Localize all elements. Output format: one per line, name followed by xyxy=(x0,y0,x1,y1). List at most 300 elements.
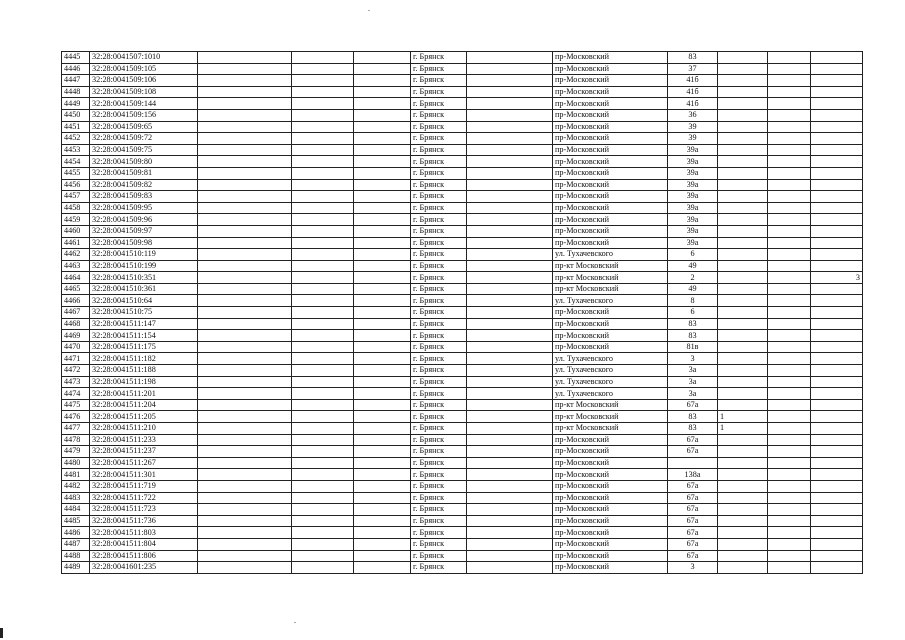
col-3-cell xyxy=(198,225,292,237)
cadastral-number-cell: 32:28:0041510:119 xyxy=(90,249,198,261)
col-7-cell xyxy=(467,202,553,214)
row-number-cell: 4478 xyxy=(62,434,90,446)
col-5-cell xyxy=(354,446,411,458)
col-3-cell xyxy=(198,179,292,191)
col-4-cell xyxy=(292,179,354,191)
col-4-cell xyxy=(292,272,354,284)
row-number-cell: 4447 xyxy=(62,75,90,87)
col-7-cell xyxy=(467,121,553,133)
row-number-cell: 4464 xyxy=(62,272,90,284)
building-cell xyxy=(718,167,768,179)
col-5-cell xyxy=(354,341,411,353)
house-cell: 67а xyxy=(668,434,718,446)
col-12-cell xyxy=(811,109,863,121)
street-cell: пр-Московский xyxy=(553,63,668,75)
col-11-cell xyxy=(768,388,811,400)
table-row xyxy=(62,237,863,249)
street-cell: пр-Московский xyxy=(553,179,668,191)
house-cell: 41б xyxy=(668,98,718,110)
city-cell: г. Брянск xyxy=(411,283,467,295)
street-cell: ул. Тухачевского xyxy=(553,376,668,388)
table-row xyxy=(62,156,863,168)
city-cell: г. Брянск xyxy=(411,376,467,388)
col-11-cell xyxy=(768,63,811,75)
col-11-cell xyxy=(768,469,811,481)
table-row xyxy=(62,480,863,492)
col-5-cell xyxy=(354,411,411,423)
table-row xyxy=(62,307,863,319)
cadastral-number-cell: 32:28:0041511:175 xyxy=(90,341,198,353)
col-12-cell xyxy=(811,295,863,307)
col-11-cell xyxy=(768,272,811,284)
col-11-cell xyxy=(768,191,811,203)
col-3-cell xyxy=(198,492,292,504)
col-3-cell xyxy=(198,538,292,550)
col-7-cell xyxy=(467,98,553,110)
table-row xyxy=(62,167,863,179)
col-4-cell xyxy=(292,167,354,179)
building-cell xyxy=(718,318,768,330)
table-row xyxy=(62,86,863,98)
row-number-cell: 4479 xyxy=(62,446,90,458)
cadastral-number-cell: 32:28:0041509:83 xyxy=(90,191,198,203)
cadastral-number-cell: 32:28:0041509:105 xyxy=(90,63,198,75)
city-cell: г. Брянск xyxy=(411,492,467,504)
cadastral-number-cell: 32:28:0041511:188 xyxy=(90,365,198,377)
table-row xyxy=(62,121,863,133)
house-cell: 67а xyxy=(668,504,718,516)
table-row xyxy=(62,411,863,423)
cadastral-table xyxy=(61,51,863,574)
col-7-cell xyxy=(467,504,553,516)
col-4-cell xyxy=(292,260,354,272)
city-cell: г. Брянск xyxy=(411,527,467,539)
col-3-cell xyxy=(198,330,292,342)
col-7-cell xyxy=(467,237,553,249)
col-7-cell xyxy=(467,399,553,411)
col-3-cell xyxy=(198,504,292,516)
building-cell xyxy=(718,515,768,527)
col-4-cell xyxy=(292,504,354,516)
col-12-cell xyxy=(811,341,863,353)
col-12-cell xyxy=(811,249,863,261)
col-11-cell xyxy=(768,283,811,295)
col-3-cell xyxy=(198,318,292,330)
street-cell: пр-Московский xyxy=(553,492,668,504)
col-4-cell xyxy=(292,191,354,203)
building-cell xyxy=(718,504,768,516)
col-4-cell xyxy=(292,423,354,435)
street-cell: пр-кт Московский xyxy=(553,411,668,423)
col-7-cell xyxy=(467,388,553,400)
col-3-cell xyxy=(198,86,292,98)
col-7-cell xyxy=(467,283,553,295)
col-5-cell xyxy=(354,504,411,516)
col-3-cell xyxy=(198,144,292,156)
col-5-cell xyxy=(354,492,411,504)
table-row xyxy=(62,492,863,504)
col-11-cell xyxy=(768,353,811,365)
col-12-cell xyxy=(811,492,863,504)
table-row xyxy=(62,434,863,446)
row-number-cell: 4475 xyxy=(62,399,90,411)
city-cell: г. Брянск xyxy=(411,191,467,203)
col-5-cell xyxy=(354,527,411,539)
building-cell xyxy=(718,527,768,539)
house-cell: 41б xyxy=(668,75,718,87)
city-cell: г. Брянск xyxy=(411,446,467,458)
city-cell: г. Брянск xyxy=(411,202,467,214)
city-cell: г. Брянск xyxy=(411,504,467,516)
street-cell: пр-Московский xyxy=(553,121,668,133)
col-7-cell xyxy=(467,527,553,539)
table-row xyxy=(62,272,863,284)
col-7-cell xyxy=(467,109,553,121)
col-7-cell xyxy=(467,353,553,365)
street-cell: пр-Московский xyxy=(553,86,668,98)
table-row xyxy=(62,52,863,64)
row-number-cell: 4456 xyxy=(62,179,90,191)
city-cell: г. Брянск xyxy=(411,469,467,481)
house-cell: 39а xyxy=(668,144,718,156)
col-4-cell xyxy=(292,318,354,330)
col-11-cell xyxy=(768,86,811,98)
col-11-cell xyxy=(768,52,811,64)
col-4-cell xyxy=(292,353,354,365)
house-cell: 3 xyxy=(668,562,718,574)
house-cell: 6 xyxy=(668,307,718,319)
cadastral-number-cell: 32:28:0041511:198 xyxy=(90,376,198,388)
col-3-cell xyxy=(198,446,292,458)
col-4-cell xyxy=(292,283,354,295)
city-cell: г. Брянск xyxy=(411,63,467,75)
street-cell: ул. Тухачевского xyxy=(553,353,668,365)
table-row xyxy=(62,446,863,458)
table-row xyxy=(62,249,863,261)
col-7-cell xyxy=(467,318,553,330)
col-12-cell: 3 xyxy=(811,272,863,284)
col-4-cell xyxy=(292,388,354,400)
street-cell: пр-Московский xyxy=(553,202,668,214)
col-7-cell xyxy=(467,86,553,98)
city-cell: г. Брянск xyxy=(411,133,467,145)
city-cell: г. Брянск xyxy=(411,98,467,110)
col-4-cell xyxy=(292,492,354,504)
building-cell xyxy=(718,75,768,87)
building-cell xyxy=(718,307,768,319)
street-cell: пр-Московский xyxy=(553,527,668,539)
col-3-cell xyxy=(198,457,292,469)
col-5-cell xyxy=(354,133,411,145)
col-3-cell xyxy=(198,121,292,133)
house-cell: 39а xyxy=(668,167,718,179)
scan-dot xyxy=(294,622,296,623)
city-cell: г. Брянск xyxy=(411,480,467,492)
building-cell: 1 xyxy=(718,411,768,423)
building-cell xyxy=(718,376,768,388)
city-cell: г. Брянск xyxy=(411,295,467,307)
house-cell: 36 xyxy=(668,109,718,121)
table-row xyxy=(62,562,863,574)
col-11-cell xyxy=(768,411,811,423)
table-row xyxy=(62,515,863,527)
col-4-cell xyxy=(292,365,354,377)
street-cell: пр-Московский xyxy=(553,191,668,203)
col-12-cell xyxy=(811,527,863,539)
house-cell: 3а xyxy=(668,388,718,400)
row-number-cell: 4467 xyxy=(62,307,90,319)
row-number-cell: 4471 xyxy=(62,353,90,365)
col-4-cell xyxy=(292,249,354,261)
col-5-cell xyxy=(354,52,411,64)
house-cell: 67а xyxy=(668,538,718,550)
col-3-cell xyxy=(198,388,292,400)
cadastral-number-cell: 32:28:0041507:1010 xyxy=(90,52,198,64)
col-11-cell xyxy=(768,318,811,330)
house-cell: 39а xyxy=(668,237,718,249)
street-cell: ул. Тухачевского xyxy=(553,365,668,377)
house-cell: 39а xyxy=(668,225,718,237)
col-4-cell xyxy=(292,237,354,249)
street-cell: пр-Московский xyxy=(553,341,668,353)
col-11-cell xyxy=(768,144,811,156)
col-3-cell xyxy=(198,469,292,481)
city-cell: г. Брянск xyxy=(411,272,467,284)
col-4-cell xyxy=(292,411,354,423)
table-row xyxy=(62,388,863,400)
street-cell: пр-Московский xyxy=(553,307,668,319)
table-row xyxy=(62,399,863,411)
city-cell: г. Брянск xyxy=(411,260,467,272)
col-5-cell xyxy=(354,457,411,469)
building-cell xyxy=(718,399,768,411)
house-cell: 39 xyxy=(668,133,718,145)
city-cell: г. Брянск xyxy=(411,75,467,87)
col-7-cell xyxy=(467,457,553,469)
row-number-cell: 4466 xyxy=(62,295,90,307)
col-4-cell xyxy=(292,144,354,156)
city-cell: г. Брянск xyxy=(411,237,467,249)
cadastral-number-cell: 32:28:0041509:95 xyxy=(90,202,198,214)
col-12-cell xyxy=(811,318,863,330)
table-row xyxy=(62,144,863,156)
cadastral-number-cell: 32:28:0041509:82 xyxy=(90,179,198,191)
col-12-cell xyxy=(811,353,863,365)
row-number-cell: 4483 xyxy=(62,492,90,504)
col-4-cell xyxy=(292,399,354,411)
col-7-cell xyxy=(467,249,553,261)
col-7-cell xyxy=(467,214,553,226)
building-cell xyxy=(718,260,768,272)
building-cell xyxy=(718,86,768,98)
city-cell: г. Брянск xyxy=(411,121,467,133)
col-11-cell xyxy=(768,446,811,458)
building-cell xyxy=(718,133,768,145)
col-5-cell xyxy=(354,423,411,435)
col-3-cell xyxy=(198,307,292,319)
street-cell: пр-Московский xyxy=(553,330,668,342)
col-4-cell xyxy=(292,307,354,319)
col-4-cell xyxy=(292,225,354,237)
col-5-cell xyxy=(354,330,411,342)
col-11-cell xyxy=(768,423,811,435)
margin-mark xyxy=(0,628,3,638)
col-3-cell xyxy=(198,283,292,295)
row-number-cell: 4482 xyxy=(62,480,90,492)
col-11-cell xyxy=(768,179,811,191)
house-cell: 41б xyxy=(668,86,718,98)
house-cell: 49 xyxy=(668,283,718,295)
house-cell: 39а xyxy=(668,191,718,203)
cadastral-number-cell: 32:28:0041511:736 xyxy=(90,515,198,527)
city-cell: г. Брянск xyxy=(411,538,467,550)
table-row xyxy=(62,202,863,214)
col-12-cell xyxy=(811,191,863,203)
col-5-cell xyxy=(354,249,411,261)
row-number-cell: 4461 xyxy=(62,237,90,249)
building-cell xyxy=(718,457,768,469)
street-cell: пр-Московский xyxy=(553,214,668,226)
col-11-cell xyxy=(768,202,811,214)
col-3-cell xyxy=(198,480,292,492)
col-7-cell xyxy=(467,144,553,156)
col-12-cell xyxy=(811,98,863,110)
col-11-cell xyxy=(768,457,811,469)
cadastral-number-cell: 32:28:0041509:98 xyxy=(90,237,198,249)
col-4-cell xyxy=(292,515,354,527)
col-5-cell xyxy=(354,434,411,446)
building-cell xyxy=(718,272,768,284)
cadastral-number-cell: 32:28:0041511:205 xyxy=(90,411,198,423)
table-row xyxy=(62,504,863,516)
col-12-cell xyxy=(811,480,863,492)
col-4-cell xyxy=(292,457,354,469)
col-5-cell xyxy=(354,167,411,179)
col-7-cell xyxy=(467,492,553,504)
col-3-cell xyxy=(198,52,292,64)
cadastral-number-cell: 32:28:0041511:267 xyxy=(90,457,198,469)
row-number-cell: 4488 xyxy=(62,550,90,562)
cadastral-number-cell: 32:28:0041509:108 xyxy=(90,86,198,98)
street-cell: пр-кт Московский xyxy=(553,283,668,295)
col-11-cell xyxy=(768,365,811,377)
row-number-cell: 4487 xyxy=(62,538,90,550)
city-cell: г. Брянск xyxy=(411,330,467,342)
street-cell: пр-Московский xyxy=(553,225,668,237)
table-row xyxy=(62,63,863,75)
city-cell: г. Брянск xyxy=(411,52,467,64)
col-5-cell xyxy=(354,237,411,249)
city-cell: г. Брянск xyxy=(411,86,467,98)
table-row xyxy=(62,341,863,353)
house-cell: 83 xyxy=(668,52,718,64)
col-7-cell xyxy=(467,191,553,203)
house-cell: 39а xyxy=(668,179,718,191)
col-12-cell xyxy=(811,307,863,319)
cadastral-number-cell: 32:28:0041511:237 xyxy=(90,446,198,458)
city-cell: г. Брянск xyxy=(411,562,467,574)
col-3-cell xyxy=(198,411,292,423)
col-4-cell xyxy=(292,376,354,388)
street-cell: ул. Тухачевского xyxy=(553,388,668,400)
col-11-cell xyxy=(768,214,811,226)
table-row xyxy=(62,109,863,121)
table-row xyxy=(62,214,863,226)
street-cell: пр-Московский xyxy=(553,318,668,330)
city-cell: г. Брянск xyxy=(411,249,467,261)
building-cell xyxy=(718,202,768,214)
building-cell xyxy=(718,550,768,562)
col-5-cell xyxy=(354,365,411,377)
col-5-cell xyxy=(354,283,411,295)
row-number-cell: 4460 xyxy=(62,225,90,237)
col-3-cell xyxy=(198,109,292,121)
col-11-cell xyxy=(768,550,811,562)
table-row xyxy=(62,133,863,145)
col-4-cell xyxy=(292,75,354,87)
building-cell xyxy=(718,98,768,110)
col-4-cell xyxy=(292,52,354,64)
city-cell: г. Брянск xyxy=(411,550,467,562)
city-cell: г. Брянск xyxy=(411,156,467,168)
col-4-cell xyxy=(292,295,354,307)
col-5-cell xyxy=(354,109,411,121)
col-11-cell xyxy=(768,156,811,168)
col-4-cell xyxy=(292,109,354,121)
house-cell: 83 xyxy=(668,423,718,435)
col-7-cell xyxy=(467,434,553,446)
row-number-cell: 4458 xyxy=(62,202,90,214)
row-number-cell: 4484 xyxy=(62,504,90,516)
cadastral-number-cell: 32:28:0041511:154 xyxy=(90,330,198,342)
col-3-cell xyxy=(198,295,292,307)
cadastral-number-cell: 32:28:0041511:201 xyxy=(90,388,198,400)
street-cell: пр-Московский xyxy=(553,469,668,481)
house-cell: 83 xyxy=(668,411,718,423)
building-cell xyxy=(718,341,768,353)
row-number-cell: 4446 xyxy=(62,63,90,75)
scan-dot xyxy=(368,10,370,11)
col-12-cell xyxy=(811,144,863,156)
col-7-cell xyxy=(467,376,553,388)
cadastral-number-cell: 32:28:0041509:75 xyxy=(90,144,198,156)
col-12-cell xyxy=(811,75,863,87)
street-cell: пр-Московский xyxy=(553,434,668,446)
col-12-cell xyxy=(811,562,863,574)
col-12-cell xyxy=(811,167,863,179)
table-row xyxy=(62,527,863,539)
city-cell: г. Брянск xyxy=(411,434,467,446)
col-4-cell xyxy=(292,330,354,342)
col-5-cell xyxy=(354,550,411,562)
building-cell xyxy=(718,492,768,504)
city-cell: г. Брянск xyxy=(411,307,467,319)
col-5-cell xyxy=(354,376,411,388)
city-cell: г. Брянск xyxy=(411,399,467,411)
col-5-cell xyxy=(354,469,411,481)
col-7-cell xyxy=(467,365,553,377)
row-number-cell: 4486 xyxy=(62,527,90,539)
city-cell: г. Брянск xyxy=(411,225,467,237)
table-row xyxy=(62,191,863,203)
table-row xyxy=(62,260,863,272)
row-number-cell: 4469 xyxy=(62,330,90,342)
col-12-cell xyxy=(811,283,863,295)
row-number-cell: 4452 xyxy=(62,133,90,145)
house-cell: 67а xyxy=(668,492,718,504)
col-12-cell xyxy=(811,330,863,342)
col-5-cell xyxy=(354,214,411,226)
